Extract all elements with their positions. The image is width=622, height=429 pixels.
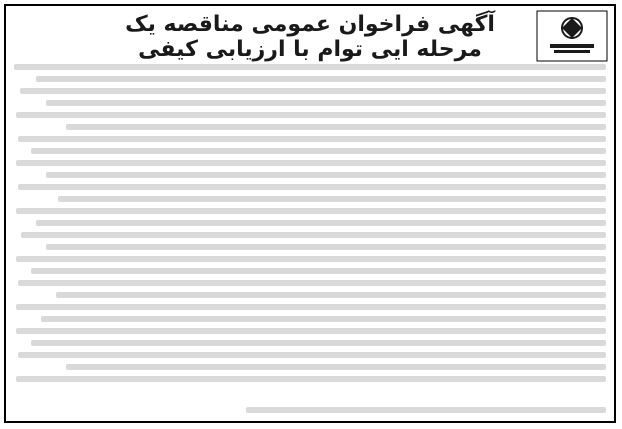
- body-line: [46, 100, 606, 106]
- notice-footer-placeholder: [14, 401, 606, 419]
- notice-header: [0, 0, 622, 62]
- body-line: [31, 268, 606, 274]
- footer-line: [246, 407, 606, 413]
- body-line: [18, 352, 606, 358]
- body-line: [66, 124, 606, 130]
- body-line: [20, 88, 606, 94]
- notice-title: آگهی فراخوان عمومی مناقصه یک مرحله ایی توام با ارزیابی کیفی: [125, 12, 495, 62]
- body-line: [16, 160, 606, 166]
- body-line: [41, 316, 606, 322]
- body-line: [36, 220, 606, 226]
- body-line: [46, 172, 606, 178]
- body-line: [16, 112, 606, 118]
- body-line: [16, 376, 606, 382]
- notice-body-placeholder: [14, 64, 606, 404]
- body-line: [56, 292, 606, 298]
- organization-emblem-icon: [536, 10, 608, 62]
- body-line: [58, 196, 606, 202]
- body-line: [31, 148, 606, 154]
- body-line: [16, 328, 606, 334]
- body-line: [31, 340, 606, 346]
- body-line: [46, 244, 606, 250]
- body-line: [66, 364, 606, 370]
- body-line: [18, 136, 606, 142]
- body-line: [21, 232, 606, 238]
- body-line: [14, 64, 606, 70]
- body-line: [18, 184, 606, 190]
- body-line: [16, 256, 606, 262]
- body-line: [36, 76, 606, 82]
- body-line: [18, 280, 606, 286]
- body-line: [16, 208, 606, 214]
- body-line: [16, 304, 606, 310]
